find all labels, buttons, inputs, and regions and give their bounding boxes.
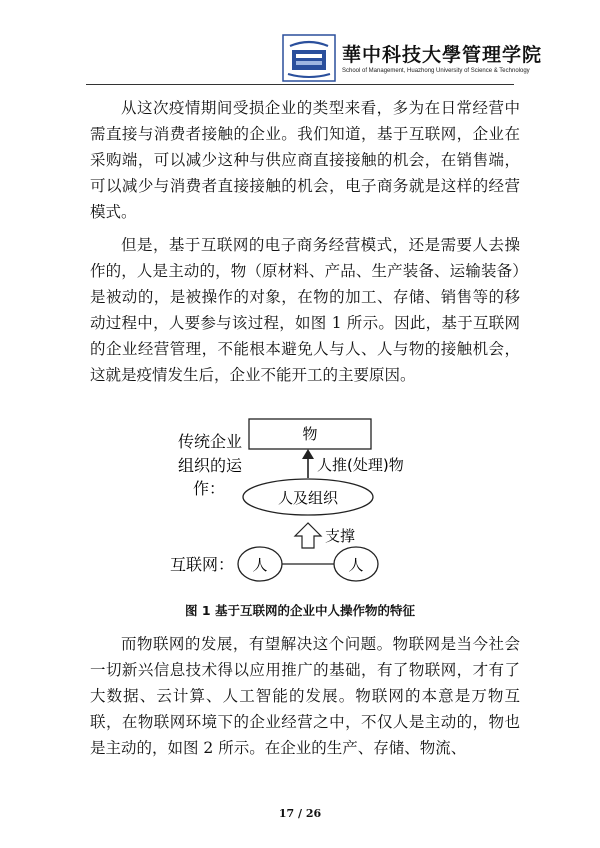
internet-label: 互联网： (170, 555, 235, 574)
push-arrow-head (302, 449, 314, 459)
paragraph-3: 而物联网的发展，有望解决这个问题。物联网是当今社会一切新兴信息技术得以应用推广的基础，有了物联网，才有了大数据、云计算、人工智能的发展。物联网的本意是万物互联，在物联网环境下的企业经营之中，不仅人是主动的，物也是主动的，如图 2 所示。在企业的生产、存储、物流、 (90, 635, 520, 757)
org-label-line1: 传统企业 (178, 432, 243, 451)
paragraph-2: 但是，基于互联网的电子商务经营模式，还是需要人去操作的，人是主动的，物（原材料、产品、生产装备、运输装备）是被动的，是被操作的对象，在物的加工、存储、销售等的移动过程中，人要参与该过程，如图 1 所示。因此，基于互联网的企业经营管理，不能根本避免人与人、人与物的接触机会，这就是疫情发生后，企业不能开工的主要原因。 (90, 236, 520, 384)
push-label: 人推(处理)物 (317, 456, 404, 474)
support-arrow-icon (295, 523, 321, 548)
page-header (0, 0, 600, 90)
header-divider (86, 84, 514, 85)
object-box-label: 物 (302, 425, 318, 443)
figure-1-diagram (0, 410, 600, 600)
org-label-line3: 作： (193, 479, 226, 498)
paragraph-1: 从这次疫情期间受损企业的类型来看，多为在日常经营中需直接与消费者接触的企业。我们知道，基于互联网，企业在采购端，可以减少这种与供应商直接接触的机会，在销售端，可以减少与消费者直接接触的机会，电子商务就是这样的经营模式。 (90, 99, 520, 221)
figure-caption: 图 1 基于互联网的企业中人操作物的特征 (185, 603, 415, 618)
person-group-label: 人及组织 (277, 489, 339, 507)
person-left-label: 人 (252, 556, 268, 574)
university-logo-icon (282, 34, 336, 82)
university-subtitle: School of Management, Huazhong University of Science & Technology (342, 68, 530, 74)
person-right-label: 人 (348, 556, 364, 574)
support-label: 支撑 (325, 527, 356, 545)
university-name: 華中科技大學管理学院 (342, 44, 543, 66)
org-label-line2: 组织的运 (178, 456, 243, 475)
page-number: 17 / 26 (278, 807, 322, 820)
